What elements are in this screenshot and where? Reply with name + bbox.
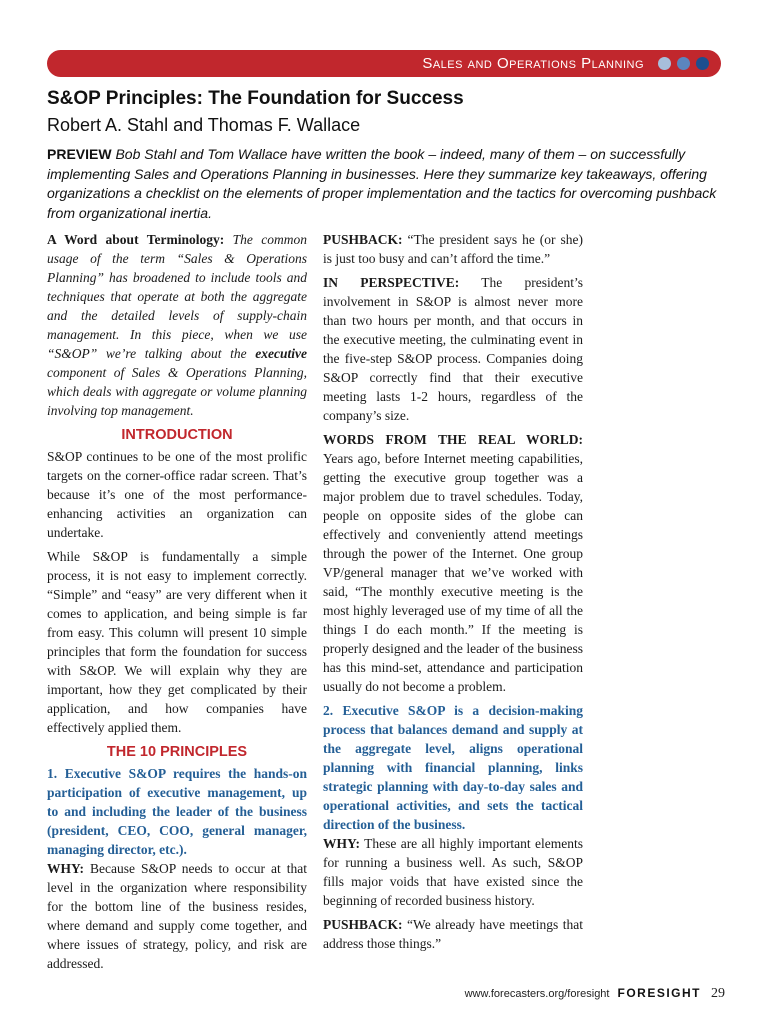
right-column xyxy=(323,230,583,958)
principle-2: 2. Executive S&OP is a decision-making process that balances demand and supply at the aggregate level, aligns operational planning with financial planning, links strategic planning with day-to-day sales and operational activities, and sets the tactical direction of the business. xyxy=(323,703,583,832)
terminology-text-2: component of Sales & Operations Planning, which deals with aggregate or volume planning involving top management. xyxy=(47,365,307,418)
words-label: WORDS FROM THE REAL WORLD: xyxy=(323,432,583,447)
terminology-text-1: The common usage of the term “Sales & Operations Planning” has broadened to include tools and techniques that operate at both the aggregate and the detailed levels of supply-chain management. In this piece, when we use “S&OP” we’re talking about the xyxy=(47,232,307,361)
intro-paragraph-1: S&OP continues to be one of the most prolific targets on the corner-office radar screen. That’s because it’s one of the most performance-enhancing activities an organization can undertake. xyxy=(47,449,307,540)
terminology-label: A Word about Terminology: xyxy=(47,232,225,247)
why-2 xyxy=(323,834,583,910)
banner-dot-icon xyxy=(658,57,671,70)
section-banner xyxy=(47,50,721,77)
words-text: Years ago, before Internet meeting capabilities, getting the executive group together was a major problem due to travel schedules. Today, people on opposite sides of the globe can effectively and conveniently attend meetings through the power of the Internet. One group VP/general manager that we’ve worked with said, “The monthly executive meeting is the most highly leveraged use of my time of all the things I do each month.” If the meeting is properly designed and the leader of the business has this mind-set, attendance and participation usually do not become a problem. xyxy=(323,451,583,694)
in-perspective xyxy=(323,273,583,425)
why-label: WHY: xyxy=(47,861,85,876)
pushback-label: PUSHBACK: xyxy=(323,917,403,932)
words-from-real-world xyxy=(323,430,583,696)
why-1 xyxy=(47,859,307,973)
pushback-1-text: “The president says he (or she) is just too busy and can’t afford the time.” xyxy=(323,232,583,266)
pushback-1 xyxy=(323,230,583,268)
article-authors: Robert A. Stahl and Thomas F. Wallace xyxy=(47,115,361,135)
preview-label: PREVIEW xyxy=(47,146,112,162)
banner-dot-icon xyxy=(677,57,690,70)
pushback-2-text: “We already have meetings that address those things.” xyxy=(323,917,583,951)
page-number: 29 xyxy=(711,986,725,1001)
why-2-text: These are all highly important elements for running a business well. As such, S&OP fills major voids that have existed since the beginning of recorded business history. xyxy=(323,836,583,908)
footer-url[interactable]: www.forecasters.org/foresight xyxy=(464,988,610,1000)
intro-paragraph-2: While S&OP is fundamentally a simple process, it is not easy to implement correctly. “Simple” and “easy” are very different when it comes to application, and being simple is far from easy. This column will present 10 simple principles that form the foundation for success with S&OP. We will explain why they are important, how they get complicated by their application, and how companies have effectively applied them. xyxy=(47,549,307,735)
article-title: S&OP Principles: The Foundation for Success xyxy=(47,88,464,109)
perspective-label: IN PERSPECTIVE: xyxy=(323,275,460,290)
magazine-name: FORESIGHT xyxy=(617,986,701,1000)
perspective-text: The president’s involvement in S&OP is almost never more than two hours per month, and that occurs in the executive meeting, the culminating event in the five-step S&OP process. Companies doing S&OP correctly find that their executive meeting lasts 1-2 hours, regardless of the company’s size. xyxy=(323,275,583,423)
banner-dot-icon xyxy=(696,57,709,70)
pushback-label: PUSHBACK: xyxy=(323,232,403,247)
intro-heading: INTRODUCTION xyxy=(121,427,233,443)
section-title: Sales and Operations Planning xyxy=(422,55,644,72)
terminology-note xyxy=(47,230,307,420)
why-label: WHY: xyxy=(323,836,361,851)
page-footer xyxy=(445,986,725,1008)
terminology-bold: executive xyxy=(255,346,307,361)
pushback-2 xyxy=(323,915,583,953)
principle-1: 1. Executive S&OP requires the hands-on participation of executive management, up to and including the leader of the business (president, CEO, COO, general manager, managing director, etc.). xyxy=(47,766,307,857)
preview-text: Bob Stahl and Tom Wallace have written the book – indeed, many of them – on successfully implementing Sales and Operations Planning in businesses. Here they summarize key takeaways, offering organizations a checklist on the elements of proper implementation and the tactics for overcoming pushback from organizational inertia. xyxy=(47,146,717,221)
why-1-text: Because S&OP needs to occur at that level in the organization where responsibility for the bottom line of the business resides, where demand and supply come together, and where issues of strategy, policy, and risk are addressed. xyxy=(47,861,308,971)
left-column xyxy=(47,230,307,978)
principles-heading: THE 10 PRINCIPLES xyxy=(106,744,248,760)
article-preview xyxy=(47,145,723,223)
